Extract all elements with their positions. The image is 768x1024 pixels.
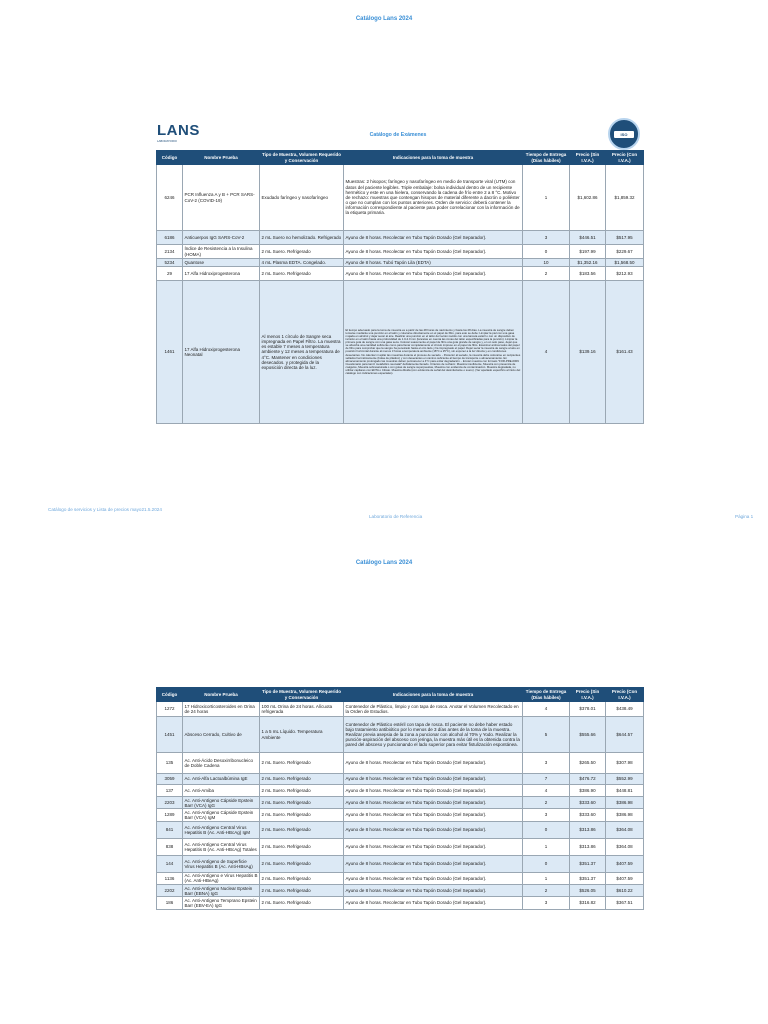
cell-code: 3059: [157, 774, 183, 785]
cell-sample: Al menos 1 círculo de Sangre seca impregnada en Papel Filtro. La muestra es estable 7 meses a temperatura ambiente y 12 meses a temperatura de 4°C. Mantener en condiciones desecados. y protegida de la exposición directa de la luz.: [260, 281, 344, 424]
cell-indications: Ayuno de 8 horas. Recolectar en Tubo Tapón Dorado (Gel Separador).: [344, 885, 523, 897]
header-indicaciones: Indicaciones para la toma de muestra: [344, 688, 523, 702]
cell-price: $139.16: [570, 281, 606, 424]
cell-code: 135: [157, 753, 183, 774]
cell-price-iva: $448.81: [606, 785, 644, 797]
cell-price-iva: $307.98: [606, 753, 644, 774]
cell-time: 4: [523, 281, 570, 424]
cell-sample: Exudado faríngeo y nasofaríngeo: [260, 165, 344, 231]
cell-name: PCR Influenza A y B + PCR SARS-CoV-2 (COVID-19): [183, 165, 260, 231]
table-row: [157, 885, 644, 897]
cell-price: $378.01: [570, 702, 606, 717]
cell-indications: Ayuno de 8 horas. Recolectar en Tubo Tapón Dorado (Gel Separador).: [344, 797, 523, 809]
cell-indications: Ayuno de 8 horas. Recolectar en Tubo Tapón Dorado (Gel Separador).: [344, 821, 523, 838]
cell-code: 5234: [157, 259, 183, 267]
header-indicaciones: Indicaciones para la toma de muestra: [344, 151, 523, 165]
cell-indications: Ayuno de 8 horas. Tubó Tapón Lila (EDTA): [344, 259, 523, 267]
cell-price: $333.60: [570, 809, 606, 821]
table-row: [157, 838, 644, 855]
cell-price: $351.37: [570, 855, 606, 872]
table-row: [157, 809, 644, 821]
cell-indications: El tiempo adecuado para la toma de muestra es a partir de las 48 horas de nacimiento y hasta los 28 días. La muestra de sangre deben tomarse mediante una punción en el talón y colocarse directamente en el papel de filtro, para esto se debe: Limpiar la piel con una gasa mojada en alcohol y dejar secar al aire. Realizar una punción en el talón del recién nacido con una lanceta estéril o con un dispositivo de incisión en el talón hasta una profundidad de 1.0-2.0 mm (lancetas en cuenta las zonas del talón especificadas para la punción). Limpiar la primera gota de sangre con una gasa seca. Colocar suavemente el papel de filtro una gota grande de sangre y, en un solo paso, dejar que se absorba una cantidad suficiente como para llenar completamente el círculo impreso en el papel de filtro. Examinar ambos lados del papel de filtro para comprobar que la sangre ha penetrado hasta el otro lado y ha impregnado el papel. Dejar secar la muestra de sangre al aire en posición horizontal durante al menos 3 horas a temperatura ambiente (18°C a 25°C), sin exponer a la luz directa y en condiciones desecantes. No calentar ni apilar las muestras durante el proceso de secado. - Posterior al secado, la muestra debe colocarse en recipientes sellados herméticamente (bolsa de plástico) y con desecantes en camino suficiente al tiempo de transporte o almacenamiento. En almacenamiento prolongado las muestras deben permanecer a 4°C para evitar degradación. - Enviar muestra con formato "FOR-PRE-0009 Cuestionario para tamiz metabólico neonatal" debidamente llenado. Criterios de rechazo: Muestra insuficiente, Muestra con presencia de coágulos, Muestra sobresaturada o con gotas de sangre superpuestas, Muestra con evidencia de contaminación. Muestra degradada, no utilizar capilares con EDTA o Citrato. Muestra diluida (con evidencia de señal del desinfectante o suero). (Ver apartado específico al inicio del catálogo con indicaciones especiales).: [344, 281, 523, 424]
cell-time: 0: [523, 821, 570, 838]
cell-sample: 2 mL Suero. Refrigerado: [260, 785, 344, 797]
table-row: [157, 774, 644, 785]
cell-price-iva: $229.67: [606, 245, 644, 259]
cell-indications: Ayuno de 8 horas. Recolectar en Tubo Tapón Dorado (Gel Separador).: [344, 753, 523, 774]
cell-name: Ac. Anti-Antígeno Central Virus Hepatitis B (Ac. Anti-HBcAg) IgM: [183, 821, 260, 838]
cell-code: 838: [157, 838, 183, 855]
cell-price-iva: $386.98: [606, 797, 644, 809]
footer-center: Laboratorio de Referencia: [369, 514, 423, 519]
cell-code: 144: [157, 855, 183, 872]
cell-price: $333.60: [570, 797, 606, 809]
certification-seal-icon: [608, 118, 640, 150]
cell-time: 2: [523, 267, 570, 281]
cell-time: 2: [523, 797, 570, 809]
logo-text: LANS: [157, 122, 200, 139]
header-muestra: Tipo de Muestra, Volumen Requerido y Conservación: [260, 151, 344, 165]
cell-indications: Ayuno de 8 horas. Recolectar en Tubo Tapón Dorado (Gel Separador).: [344, 855, 523, 872]
cell-time: 1: [523, 165, 570, 231]
cell-indications: Contenedor de Plástico, limpio y con tapa de rosca. Anotar el Volumen Recolectado en la Orden de Estudios.: [344, 702, 523, 717]
cell-sample: 1 a 5 mL Líquido. Temperatura Ambiente: [260, 717, 344, 753]
cell-time: 2: [523, 885, 570, 897]
footer-page-number: Página 1: [735, 514, 754, 519]
header-precio-iva: Precio (Con I.V.A.): [606, 151, 644, 165]
cell-sample: 2 mL Suero. Refrigerado: [260, 838, 344, 855]
cell-price-iva: $386.98: [606, 809, 644, 821]
page-title-2: Catálogo Lans 2024: [355, 560, 413, 566]
cell-time: 1: [523, 838, 570, 855]
cell-indications: Ayuno de 8 horas. Recolectar en Tubo Tapón Dorado (Gel Separador).: [344, 231, 523, 245]
table-row: [157, 281, 644, 424]
cell-price-iva: $407.59: [606, 872, 644, 884]
cell-time: 3: [523, 809, 570, 821]
cell-price-iva: $438.49: [606, 702, 644, 717]
table-row: [157, 717, 644, 753]
cell-price: $1,602.86: [570, 165, 606, 231]
cell-sample: 2 mL Suero. Refrigerado: [260, 872, 344, 884]
cell-time: 4: [523, 785, 570, 797]
cell-price-iva: $517.95: [606, 231, 644, 245]
cell-price: $555.66: [570, 717, 606, 753]
cell-indications: Ayuno de 8 horas. Recolectar en Tubo Tapón Dorado (Gel Separador).: [344, 809, 523, 821]
footer-left: Catálogo de servicios y Lista de precios mayo21.5.2024: [48, 507, 162, 512]
table-row: [157, 872, 644, 884]
cell-sample: 4 mL Plasma EDTA. Congelado.: [260, 259, 344, 267]
cell-price-iva: $367.51: [606, 897, 644, 909]
cell-price: $386.90: [570, 785, 606, 797]
cell-name: Ac. Anti-Antígeno e Virus Hepatitis B (Ac. Anti-HBeAg): [183, 872, 260, 884]
cell-sample: 2 mL Suero. Refrigerado: [260, 821, 344, 838]
cell-name: 17 Hidroxicorticosteroides en Orina de 24 horas: [183, 702, 260, 717]
cell-sample: 2 mL Suero. Refrigerado: [260, 245, 344, 259]
cell-code: 1451: [157, 717, 183, 753]
cell-name: Ac. Anti-Antígeno Nuclear Epstein Barr (EBNA) IgG: [183, 885, 260, 897]
table-row: [157, 259, 644, 267]
cell-indications: Ayuno de 8 horas. Recolectar en Tubo Tapón Dorado (Gel Separador).: [344, 872, 523, 884]
cell-indications: Ayuno de 8 horas. Recolectar en Tubo Tapón Dorado (Gel Separador).: [344, 897, 523, 909]
exam-table-page1: [156, 150, 644, 424]
cell-name: Ac. Anti-Antígeno Cápside Epstein Barr (VCA) IgG: [183, 797, 260, 809]
cell-sample: 2 mL Suero. Refrigerado: [260, 897, 344, 909]
header-muestra: Tipo de Muestra, Volumen Requerido y Conservación: [260, 688, 344, 702]
cell-code: 137: [157, 785, 183, 797]
cell-name: Absceso Cerrado, Cultivo de: [183, 717, 260, 753]
table-row: [157, 785, 644, 797]
table-row: [157, 897, 644, 909]
cell-price: $1,352.16: [570, 259, 606, 267]
cell-indications: Contenedor de Plástico estéril con tapa de rosca. El paciente no debe haber estado bajo tratamiento antibiótico por lo menos de 3 días antes de la toma de la muestra. Realizar previa asepsia de la zona a puncionar con alcohol al 70% y Yodo. Realizar la punción-aspiración del absceso con jeringa, la muestra más útil es la obtenida contra la pared del absceso y puncionando el lado superior para evitar fistulización espontánea.: [344, 717, 523, 753]
cell-name: Anticuerpos IgG SARS-CoV-2: [183, 231, 260, 245]
cell-price-iva: $552.99: [606, 774, 644, 785]
cell-price: $313.86: [570, 838, 606, 855]
catalog-subtitle: Catálogo de Exámenes: [369, 132, 427, 138]
cell-name: Ac. Anti-Antígeno Temprano Epstein Barr (EBV-EA) IgG: [183, 897, 260, 909]
cell-price: $351.37: [570, 872, 606, 884]
cell-time: 5: [523, 717, 570, 753]
cell-price: $197.99: [570, 245, 606, 259]
page-title: Catálogo Lans 2024: [355, 16, 413, 22]
cell-time: 4: [523, 702, 570, 717]
cell-name: Índice de Resistencia a la Insulina (HOMA): [183, 245, 260, 259]
cell-code: 6186: [157, 231, 183, 245]
table-row: [157, 245, 644, 259]
cell-code: 841: [157, 821, 183, 838]
cell-price: $446.51: [570, 231, 606, 245]
cell-name: Ac. Anti-Amiba: [183, 785, 260, 797]
cell-code: 186: [157, 897, 183, 909]
cell-time: 1: [523, 872, 570, 884]
table-row: [157, 702, 644, 717]
table-row: [157, 797, 644, 809]
cell-price: $476.72: [570, 774, 606, 785]
cell-price-iva: $407.59: [606, 855, 644, 872]
cell-time: 3: [523, 231, 570, 245]
seal-label: ISO: [614, 131, 634, 138]
cell-price-iva: $364.08: [606, 821, 644, 838]
cell-time: 10: [523, 259, 570, 267]
header-tiempo: Tiempo de Entrega (Días hábiles): [523, 151, 570, 165]
cell-sample: 2 mL Suero. Refrigerado: [260, 753, 344, 774]
cell-indications: Ayuno de 8 horas. Recolectar en Tubo Tapón Dorado (Gel Separador).: [344, 774, 523, 785]
cell-sample: 2 mL Suero. Refrigerado: [260, 855, 344, 872]
cell-time: 3: [523, 753, 570, 774]
cell-sample: 2 mL Suero. Refrigerado: [260, 267, 344, 281]
cell-price-iva: $364.08: [606, 838, 644, 855]
cell-price: $265.50: [570, 753, 606, 774]
cell-code: 1272: [157, 702, 183, 717]
cell-code: 6246: [157, 165, 183, 231]
cell-time: 3: [523, 897, 570, 909]
cell-price-iva: $644.57: [606, 717, 644, 753]
exam-table-page2: [156, 687, 644, 910]
cell-name: Quantose: [183, 259, 260, 267]
cell-name: Ac. Anti-Antígeno de Superficie Virus Hepatitis B (Ac. Anti-HBsAg): [183, 855, 260, 872]
cell-time: 0: [523, 245, 570, 259]
cell-price: $183.56: [570, 267, 606, 281]
cell-indications: Ayuno de 8 horas. Recolectar en Tubo Tapón Dorado (Gel Separador).: [344, 267, 523, 281]
cell-sample: 2 mL Suero. Refrigerado: [260, 885, 344, 897]
cell-time: 7: [523, 774, 570, 785]
header-nombre: Nombre Prueba: [183, 151, 260, 165]
cell-code: 1461: [157, 281, 183, 424]
cell-code: 1289: [157, 809, 183, 821]
header-tiempo: Tiempo de Entrega (Días hábiles): [523, 688, 570, 702]
header-nombre: Nombre Prueba: [183, 688, 260, 702]
cell-indications: Ayuno de 8 horas. Recolectar en Tubo Tapón Dorado (Gel Separador).: [344, 838, 523, 855]
cell-name: Ac. Anti-Antígeno Cápside Epstein Barr (VCA) IgM: [183, 809, 260, 821]
table-row: [157, 855, 644, 872]
cell-price-iva: $1,568.50: [606, 259, 644, 267]
cell-name: Ac. Anti-Ácido Desoxirribonucleico de Doble Cadena: [183, 753, 260, 774]
cell-name: Ac. Anti-Alfa Lactoalbúmina IgE: [183, 774, 260, 785]
cell-sample: 2 mL Suero. Refrigerado: [260, 809, 344, 821]
cell-code: 1136: [157, 872, 183, 884]
table-row: [157, 165, 644, 231]
header-precio-iva: Precio (Con I.V.A.): [606, 688, 644, 702]
cell-price-iva: $610.22: [606, 885, 644, 897]
cell-price: $526.05: [570, 885, 606, 897]
table-row: [157, 231, 644, 245]
header-codigo: Código: [157, 151, 183, 165]
cell-sample: 100 mL Orina de 24 horas. Alícuota refrigerada: [260, 702, 344, 717]
cell-sample: 2 mL Suero. Refrigerado: [260, 774, 344, 785]
cell-sample: 2 mL Suero no hemolizado. Refrigerado: [260, 231, 344, 245]
lans-logo: [157, 122, 200, 143]
table-row: [157, 821, 644, 838]
cell-price-iva: $161.43: [606, 281, 644, 424]
cell-sample: 2 mL Suero. Refrigerado: [260, 797, 344, 809]
logo-subtext: LABORATORIO: [157, 139, 177, 143]
cell-indications: Ayuno de 8 horas. Recolectar en Tubo Tapón Dorado (Gel Separador).: [344, 245, 523, 259]
header-precio: Precio (Sin I.V.A.): [570, 688, 606, 702]
cell-name: 17 Alfa Hidroxiprogesterona: [183, 267, 260, 281]
table-row: [157, 267, 644, 281]
header-codigo: Código: [157, 688, 183, 702]
cell-code: 2134: [157, 245, 183, 259]
cell-name: Ac. Anti-Antígeno Central Virus Hepatitis B (Ac. Anti-HBcAg) Totales: [183, 838, 260, 855]
cell-code: 29: [157, 267, 183, 281]
cell-code: 2203: [157, 797, 183, 809]
cell-price: $316.82: [570, 897, 606, 909]
cell-indications: Muestras: 2 hisopos; faríngeo y nasofaríngeo en medio de transporte viral (UTM) con datos del paciente legibles. Triple embalaje: bolsa individual dentro de un recipiente hermético y este en una hielera, conservando la cadena de frío entre 2 a 8 °C. Motivo de rechazo: muestras que contengan hisopos de material diferente a dacrón o poliéster o que no cumplan con los puntos anteriores. Orden de servicio: deberá contener la información correspondiente al paciente para poder correlacionar con la información de la etiqueta primaria.: [344, 165, 523, 231]
cell-price-iva: $212.93: [606, 267, 644, 281]
cell-name: 17 Alfa Hidroxiprogesterona Neonatal: [183, 281, 260, 424]
table-row: [157, 753, 644, 774]
cell-code: 2202: [157, 885, 183, 897]
cell-price: $313.86: [570, 821, 606, 838]
cell-price-iva: $1,859.32: [606, 165, 644, 231]
cell-indications: Ayuno de 8 horas. Recolectar en Tubo Tapón Dorado (Gel Separador).: [344, 785, 523, 797]
header-precio: Precio (Sin I.V.A.): [570, 151, 606, 165]
cell-time: 0: [523, 855, 570, 872]
